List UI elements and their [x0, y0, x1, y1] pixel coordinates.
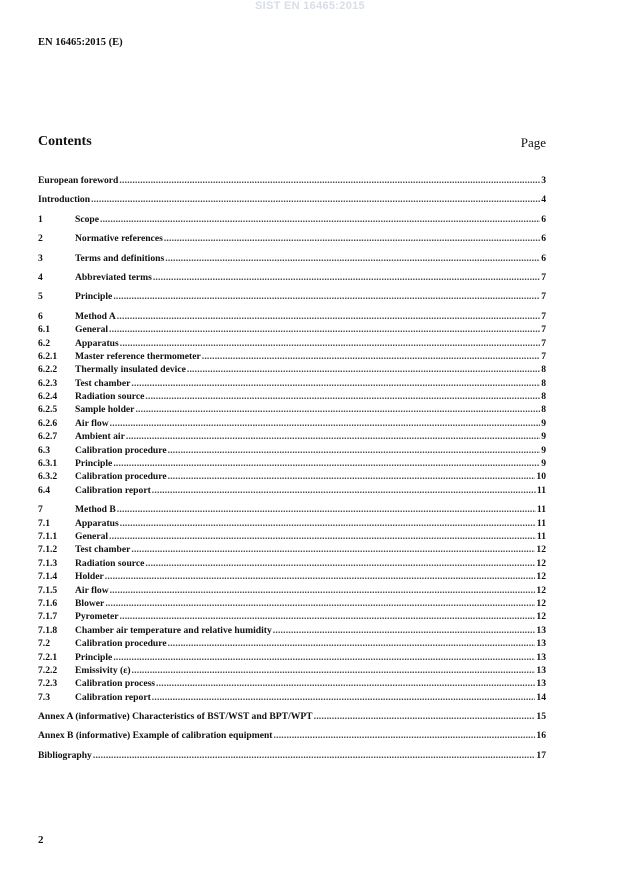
- toc-entry-page: 7: [541, 350, 546, 362]
- toc-entry[interactable]: [38, 678, 546, 691]
- toc-entry-title: Holder: [75, 571, 104, 583]
- toc-entry[interactable]: [38, 692, 546, 705]
- toc-entry[interactable]: [38, 518, 546, 531]
- toc-entry-number: 7.1.3: [38, 557, 58, 569]
- toc-dot-leader: [117, 504, 536, 515]
- toc-entry-number: 7.1.5: [38, 584, 58, 596]
- toc-entry-page: 7: [541, 324, 546, 336]
- toc-entry[interactable]: [38, 445, 546, 458]
- toc-dot-leader: [131, 378, 540, 389]
- toc-entry-number: 2: [38, 233, 43, 245]
- toc-dot-leader: [132, 665, 536, 676]
- toc-entry[interactable]: [38, 351, 546, 364]
- toc-entry-title: Abbreviated terms: [75, 271, 152, 283]
- toc-entry-page: 9: [541, 444, 546, 456]
- toc-entry-title: Principle: [75, 291, 113, 303]
- toc-entry-number: 7.2: [38, 638, 50, 650]
- toc-entry-page: 17: [536, 749, 546, 761]
- toc-entry-title: Method A: [75, 310, 116, 322]
- toc-entry[interactable]: [38, 544, 546, 557]
- toc-entry-number: 6: [38, 310, 43, 322]
- toc-dot-leader: [187, 364, 540, 375]
- toc-entry[interactable]: [38, 324, 546, 337]
- toc-entry[interactable]: [38, 378, 546, 391]
- toc-entry-number: 6.4: [38, 484, 50, 496]
- toc-entry-page: 7: [541, 337, 546, 349]
- toc-entry[interactable]: [38, 311, 546, 324]
- toc-dot-leader: [168, 471, 536, 482]
- toc-entry-page: 11: [536, 530, 546, 542]
- toc-dot-leader: [93, 750, 536, 761]
- toc-entry-title: Apparatus: [75, 517, 119, 529]
- toc-dot-leader: [314, 711, 536, 722]
- toc-entry-title: Sample holder: [75, 404, 135, 416]
- toc-entry-title: Emissivity (ε): [75, 664, 131, 676]
- toc-dot-leader: [152, 692, 536, 703]
- toc-entry-number: 7: [38, 504, 43, 516]
- toc-dot-leader: [273, 625, 536, 636]
- toc-entry-title: Test chamber: [75, 377, 131, 389]
- toc-entry-title: Blower: [75, 597, 105, 609]
- toc-entry-number: 6.2.4: [38, 391, 58, 403]
- toc-dot-leader: [100, 214, 540, 225]
- toc-entry[interactable]: [38, 558, 546, 571]
- toc-entry[interactable]: [38, 272, 546, 285]
- toc-entry-title: Normative references: [75, 233, 163, 245]
- toc-entry-number: 6.3: [38, 444, 50, 456]
- toc-entry-number: 6.2.6: [38, 417, 58, 429]
- toc-entry-number: 7.3: [38, 691, 50, 703]
- toc-entry-number: 6.2.5: [38, 404, 58, 416]
- toc-entry-title: Terms and definitions: [75, 252, 165, 264]
- toc-entry-title: European foreword: [38, 175, 119, 186]
- toc-dot-leader: [168, 638, 536, 649]
- toc-entry-title: Test chamber: [75, 544, 131, 556]
- toc-entry[interactable]: [38, 175, 546, 188]
- toc-entry-title: Chamber air temperature and relative humidity: [75, 624, 272, 636]
- toc-entry-page: 12: [536, 584, 546, 596]
- toc-entry[interactable]: [38, 665, 546, 678]
- toc-entry[interactable]: [38, 404, 546, 417]
- toc-entry-number: 5: [38, 291, 43, 303]
- toc-dot-leader: [145, 391, 540, 402]
- toc-entry-number: 7.2.2: [38, 664, 58, 676]
- toc-entry-page: 9: [541, 417, 546, 429]
- toc-entry-title: Pyrometer: [75, 611, 119, 623]
- toc-entry[interactable]: [38, 531, 546, 544]
- toc-entry-title: Calibration procedure: [75, 471, 167, 483]
- toc-dot-leader: [274, 730, 536, 741]
- toc-entry-page: 8: [541, 391, 546, 403]
- toc-dot-leader: [153, 272, 540, 283]
- toc-entry-title: Master reference thermometer: [75, 350, 201, 362]
- page-number: 2: [38, 834, 44, 846]
- toc-dot-leader: [202, 351, 540, 362]
- toc-entry[interactable]: [38, 431, 546, 444]
- toc-entry[interactable]: [38, 338, 546, 351]
- toc-entry-title: Calibration report: [75, 484, 151, 496]
- toc-entry[interactable]: [38, 364, 546, 377]
- toc-entry-page: 12: [536, 544, 546, 556]
- toc-dot-leader: [120, 611, 536, 622]
- toc-entry-number: 6.2.2: [38, 364, 58, 376]
- toc-dot-leader: [91, 194, 540, 205]
- toc-dot-leader: [156, 678, 535, 689]
- toc-entry-number: 6.2: [38, 337, 50, 349]
- toc-entry-number: 7.1.6: [38, 597, 58, 609]
- toc-dot-leader: [145, 558, 535, 569]
- toc-entry-number: 7.1.8: [38, 624, 58, 636]
- document-id: EN 16465:2015 (E): [38, 37, 123, 48]
- toc-entry-title: Scope: [75, 213, 99, 225]
- toc-entry-page: 14: [536, 691, 546, 703]
- toc-entry-title: Air flow: [75, 417, 109, 429]
- toc-entry-page: 15: [536, 711, 546, 723]
- toc-entry-page: 3: [541, 175, 546, 186]
- toc-dot-leader: [119, 175, 540, 186]
- toc-entry-page: 11: [536, 517, 546, 529]
- toc-entry-page: 7: [541, 310, 546, 322]
- toc-dot-leader: [105, 598, 535, 609]
- toc-entry[interactable]: [38, 485, 546, 498]
- toc-entry[interactable]: [38, 652, 546, 665]
- toc-entry-number: 1: [38, 213, 43, 225]
- toc-entry[interactable]: [38, 585, 546, 598]
- toc-entry[interactable]: [38, 730, 546, 743]
- toc-dot-leader: [105, 571, 536, 582]
- toc-dot-leader: [126, 431, 540, 442]
- toc-entry-title: Thermally insulated device: [75, 364, 186, 376]
- toc-entry[interactable]: [38, 571, 546, 584]
- toc-entry[interactable]: [38, 750, 546, 763]
- toc-entry-title: Radiation source: [75, 391, 145, 403]
- toc-entry-page: 8: [541, 404, 546, 416]
- toc-dot-leader: [110, 418, 541, 429]
- toc-entry-number: 7.2.3: [38, 678, 58, 690]
- toc-entry-number: 6.3.1: [38, 458, 58, 470]
- toc-entry-page: 6: [541, 233, 546, 245]
- toc-entry-page: 13: [536, 678, 546, 690]
- toc-entry-page: 6: [541, 252, 546, 264]
- toc-entry-page: 12: [536, 611, 546, 623]
- toc-entry-title: General: [75, 530, 109, 542]
- toc-entry-page: 9: [541, 458, 546, 470]
- toc-entry-page: 12: [536, 557, 546, 569]
- toc-entry[interactable]: [38, 418, 546, 431]
- toc-entry[interactable]: [38, 625, 546, 638]
- toc-entry-number: 7.1.4: [38, 571, 58, 583]
- toc-entry-page: 13: [536, 664, 546, 676]
- toc-entry-number: 7.1.2: [38, 544, 58, 556]
- toc-entry-title: Bibliography: [38, 749, 92, 761]
- toc-dot-leader: [168, 445, 541, 456]
- toc-dot-leader: [113, 291, 540, 302]
- toc-entry-page: 11: [536, 504, 546, 516]
- toc-entry[interactable]: [38, 638, 546, 651]
- toc-entry[interactable]: [38, 391, 546, 404]
- toc-entry[interactable]: [38, 233, 546, 246]
- toc-entry-page: 7: [541, 271, 546, 283]
- toc-entry-title: Principle: [75, 458, 113, 470]
- toc-entry-title: Annex B (informative) Example of calibration equipment: [38, 730, 273, 742]
- toc-dot-leader: [152, 485, 536, 496]
- toc-entry-number: 6.3.2: [38, 471, 58, 483]
- toc-entry-page: 4: [541, 194, 546, 206]
- toc-entry-title: Calibration procedure: [75, 638, 167, 650]
- toc-entry-title: Apparatus: [75, 337, 119, 349]
- toc-entry-page: 13: [536, 624, 546, 636]
- toc-entry-page: 9: [541, 431, 546, 443]
- toc-entry[interactable]: [38, 471, 546, 484]
- toc-entry-title: Principle: [75, 651, 113, 663]
- toc-entry-title: Method B: [75, 504, 116, 516]
- toc-entry-number: 3: [38, 252, 43, 264]
- toc-dot-leader: [110, 585, 536, 596]
- toc-entry-title: Air flow: [75, 584, 109, 596]
- toc-entry-title: Ambient air: [75, 431, 125, 443]
- toc-entry-page: 11: [536, 484, 546, 496]
- toc-entry-page: 6: [541, 213, 546, 225]
- toc-entry-title: Radiation source: [75, 557, 145, 569]
- toc-entry-number: 4: [38, 271, 43, 283]
- toc-entry-number: 6.2.3: [38, 377, 58, 389]
- toc-entry-page: 8: [541, 377, 546, 389]
- toc-dot-leader: [113, 458, 540, 469]
- toc-entry[interactable]: [38, 291, 546, 304]
- toc-entry-page: 16: [536, 730, 546, 742]
- toc-entry-title: Annex A (informative) Characteristics of BST/WST and BPT/WPT: [38, 711, 313, 723]
- toc-entry[interactable]: [38, 458, 546, 471]
- toc-entry-number: 7.1.7: [38, 611, 58, 623]
- toc-entry-number: 7.2.1: [38, 651, 58, 663]
- toc-dot-leader: [131, 544, 535, 555]
- toc-dot-leader: [120, 518, 536, 529]
- toc-entry[interactable]: [38, 598, 546, 611]
- page-column-label: Page: [520, 135, 546, 150]
- toc-entry-number: 6.2.7: [38, 431, 58, 443]
- toc-entry[interactable]: [38, 504, 546, 517]
- watermark: SIST EN 16465:2015: [255, 0, 365, 12]
- table-of-contents: [38, 175, 546, 763]
- toc-entry-title: Calibration report: [75, 691, 151, 703]
- toc-entry-title: General: [75, 324, 109, 336]
- toc-entry-page: 10: [536, 471, 546, 483]
- toc-entry-title: Calibration procedure: [75, 444, 167, 456]
- toc-entry-page: 13: [536, 651, 546, 663]
- toc-entry-page: 12: [536, 597, 546, 609]
- toc-entry[interactable]: [38, 611, 546, 624]
- toc-dot-leader: [164, 233, 540, 244]
- toc-entry-page: 7: [541, 291, 546, 303]
- toc-entry[interactable]: [38, 194, 546, 207]
- toc-entry-page: 8: [541, 364, 546, 376]
- toc-dot-leader: [165, 253, 540, 264]
- toc-dot-leader: [135, 404, 540, 415]
- toc-dot-leader: [109, 531, 536, 542]
- contents-title: Contents: [38, 134, 92, 149]
- toc-entry-title: Introduction: [38, 194, 91, 206]
- toc-dot-leader: [117, 311, 540, 322]
- toc-entry[interactable]: [38, 253, 546, 266]
- toc-entry-title: Calibration process: [75, 678, 156, 690]
- toc-entry-number: 7.1.1: [38, 530, 58, 542]
- toc-entry-page: 12: [536, 571, 546, 583]
- toc-entry-number: 6.1: [38, 324, 50, 336]
- toc-dot-leader: [120, 338, 540, 349]
- toc-dot-leader: [109, 324, 540, 335]
- toc-entry[interactable]: [38, 214, 546, 227]
- toc-dot-leader: [113, 652, 535, 663]
- toc-entry-number: 7.1: [38, 517, 50, 529]
- toc-entry-page: 13: [536, 638, 546, 650]
- toc-entry[interactable]: [38, 711, 546, 724]
- toc-entry-number: 6.2.1: [38, 350, 58, 362]
